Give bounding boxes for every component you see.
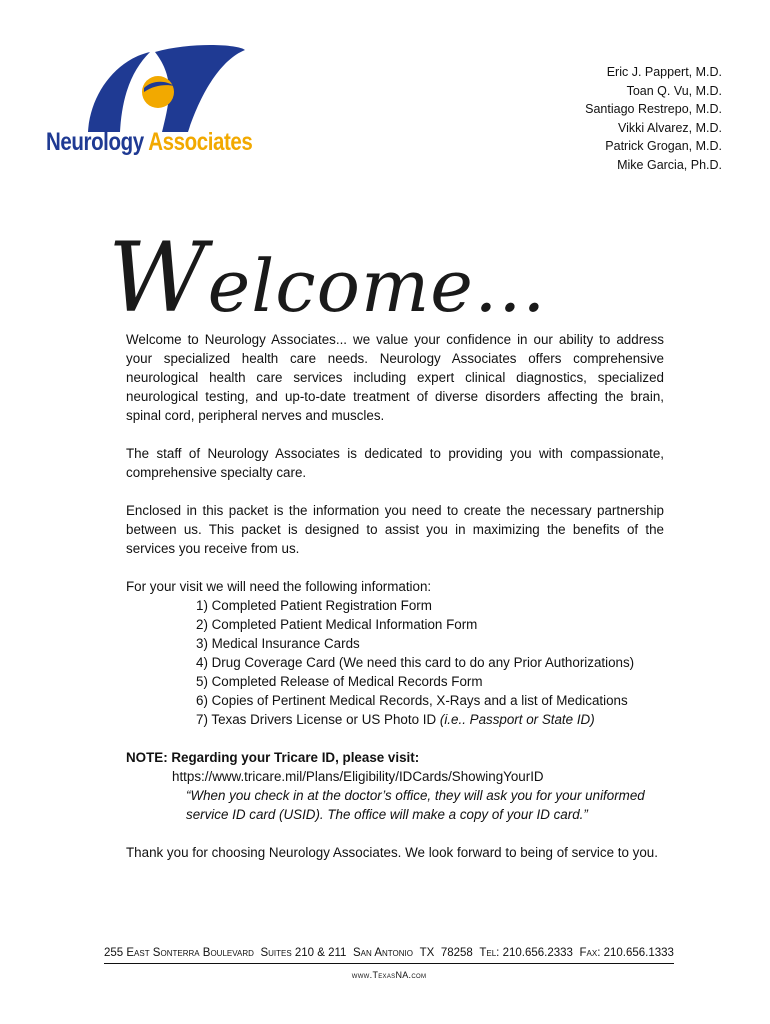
paragraph-packet: Enclosed in this packet is the information you need to create the necessary partnership between us. This packet is designed to assist you in maximizing the benefits of the services you receive from us. xyxy=(126,503,664,556)
practice-name xyxy=(46,128,252,157)
doctor-name: Toan Q. Vu, M.D. xyxy=(626,83,722,98)
doctor-name: Vikki Alvarez, M.D. xyxy=(618,120,722,135)
practice-name-part2: Associates xyxy=(148,128,253,156)
list-item: 1) Completed Patient Registration Form xyxy=(196,598,432,613)
welcome-initial: W xyxy=(108,222,208,334)
footer-city: San Antonio xyxy=(353,947,413,959)
tricare-link[interactable]: https://www.tricare.mil/Plans/Eligibility/IDCards/ShowingYourID xyxy=(172,769,544,784)
doctor-list xyxy=(585,63,722,174)
footer-suites: Suites 210 & 211 xyxy=(260,947,347,959)
list-item-photo-id xyxy=(196,710,664,729)
list-item: 5) Completed Release of Medical Records Form xyxy=(196,674,483,689)
footer-address: 255 East Sonterra Boulevard xyxy=(104,947,254,959)
list-item: 6) Copies of Pertinent Medical Records, X-Rays and a list of Medications xyxy=(196,693,628,708)
footer-fax: Fax: 210.656.1333 xyxy=(579,947,674,959)
list-item-text: 7) Texas Drivers License or US Photo ID xyxy=(196,712,437,727)
paragraph-intro: Welcome to Neurology Associates... we value your confidence in our ability to address your specialized health care needs. Neurology Associates offers comprehensive neurological health care services including expert clinical diagnostics, specialized neurological testing, and up-to-date treatment of diverse disorders affecting the brain, spinal cord, peripheral nerves and muscles. xyxy=(126,332,664,423)
doctor-name: Patrick Grogan, M.D. xyxy=(605,139,722,153)
list-item-note: (i.e.. Passport or State ID) xyxy=(439,712,595,727)
doctor-name: Eric J. Pappert, M.D. xyxy=(606,65,722,79)
visit-list-intro: For your visit we will need the following information: xyxy=(126,579,432,594)
list-item: 3) Medical Insurance Cards xyxy=(196,636,360,651)
doctor-name: Mike Garcia, Ph.D. xyxy=(617,157,722,172)
paragraph-staff: The staff of Neurology Associates is dedicated to providing you with compassionate, comprehensive specialty care. xyxy=(126,446,664,480)
footer-zip: 78258 xyxy=(440,947,473,959)
closing-thanks: Thank you for choosing Neurology Associates. We look forward to being of service to you. xyxy=(126,845,658,860)
footer-state: TX xyxy=(419,947,435,959)
doctor-name: Santiago Restrepo, M.D. xyxy=(585,102,722,116)
list-item: 2) Completed Patient Medical Information Form xyxy=(196,617,478,632)
footer-phone: Tel: 210.656.2333 xyxy=(479,947,573,959)
letterhead-footer xyxy=(104,947,674,980)
letter-body xyxy=(126,330,664,862)
footer-website[interactable]: www.TexasNA.com xyxy=(351,970,427,980)
note-quote: “When you check in at the doctor’s office, they will ask you for your uniformed service ID card (USID). The office will make a copy of your ID card.” xyxy=(186,788,645,822)
welcome-rest: elcome… xyxy=(207,244,547,328)
practice-name-part1: Neurology xyxy=(46,128,144,156)
list-item: 4) Drug Coverage Card (We need this card to do any Prior Authorizations) xyxy=(196,655,635,670)
visit-requirements-list xyxy=(196,596,664,729)
note-title: NOTE: Regarding your Tricare ID, please visit: xyxy=(126,750,420,765)
tricare-note xyxy=(126,748,664,824)
welcome-heading xyxy=(108,222,547,334)
neurology-associates-logo-icon xyxy=(70,40,250,135)
footer-contact-line xyxy=(104,947,674,964)
practice-logo xyxy=(40,40,260,165)
